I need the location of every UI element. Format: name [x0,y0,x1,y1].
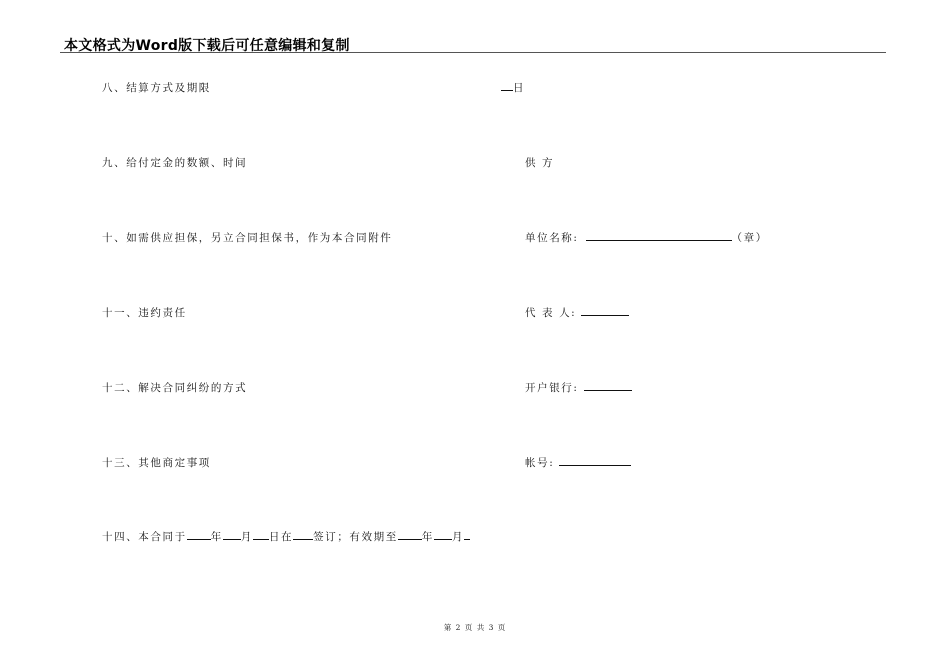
clause-11: 十一、违约责任 [102,307,187,319]
unit-name-field[interactable] [586,230,732,241]
bank-field[interactable] [584,380,632,391]
account-label: 帐号: [525,457,555,469]
bank-line [525,380,632,395]
expiry-year-label: 年 [421,531,434,543]
clause-14-prefix: 十四、本合同于 [102,531,187,543]
representative-label: 代 表 人: [525,307,577,319]
day-blank-top[interactable] [501,80,513,91]
expiry-month-label: 月 [451,531,465,543]
place-blank[interactable] [293,529,313,540]
clause-9: 九、给付定金的数额、时间 [102,157,248,169]
day-label: 日在 [268,531,294,543]
expiry-year-blank[interactable] [398,529,422,540]
supplier-day-label: 日 [513,82,526,94]
seal-label: （章） [731,232,768,244]
expiry-day-blank[interactable] [464,529,470,540]
supplier-heading: 供 方 [525,157,555,169]
unit-name-line [525,230,768,245]
bank-label: 开户银行: [525,382,579,394]
signed-label: 签订；有效期至 [313,531,398,543]
account-line [525,455,631,470]
representative-field[interactable] [581,305,629,316]
representative-line [525,305,629,320]
expiry-month-blank[interactable] [434,529,452,540]
page-footer: 第 2 页 共 3 页 [443,623,507,632]
account-field[interactable] [559,455,631,466]
clause-14 [102,529,470,544]
month-blank[interactable] [223,529,241,540]
day-blank[interactable] [253,529,269,540]
header-rule [60,52,886,53]
year-label: 年 [210,531,223,543]
year-blank[interactable] [187,529,211,540]
clause-13: 十三、其他商定事项 [102,457,211,469]
supplier-day-line [501,80,525,95]
clause-10: 十、如需供应担保，另立合同担保书，作为本合同附件 [102,232,393,244]
clause-8: 八、结算方式及期限 [102,82,211,94]
header-title: 本文格式为Word版下载后可任意编辑和复制 [64,38,350,54]
unit-name-label: 单位名称: [525,232,579,244]
clause-12: 十二、解决合同纠纷的方式 [102,382,248,394]
month-label: 月 [240,531,253,543]
